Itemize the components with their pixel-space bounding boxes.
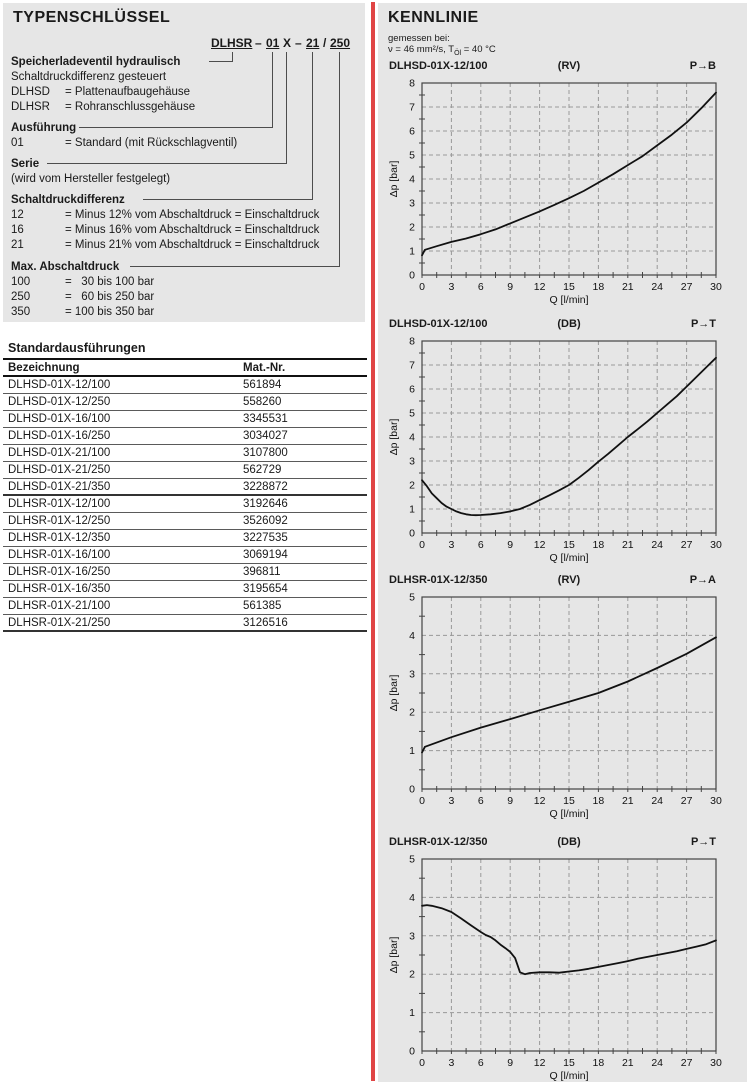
table-row xyxy=(3,411,367,428)
type-code-part: 250 xyxy=(330,36,351,50)
type-key-section xyxy=(11,55,357,115)
svg-text:3: 3 xyxy=(409,455,415,468)
measured-at-suffix: = 40 °C xyxy=(461,44,496,55)
type-code-part: – xyxy=(255,36,262,50)
item-definition: Schaltdruckdifferenz gesteuert xyxy=(11,71,167,83)
table-row xyxy=(3,445,367,462)
item-term: DLHSR xyxy=(11,101,50,113)
cell-designation: DLHSD-01X-21/250 xyxy=(8,464,111,476)
cell-designation: DLHSR-01X-12/100 xyxy=(8,498,111,510)
svg-text:27: 27 xyxy=(680,795,693,807)
chart-header xyxy=(378,318,747,332)
cell-material-number: 3526092 xyxy=(243,515,288,527)
svg-text:6: 6 xyxy=(477,1057,484,1069)
svg-text:15: 15 xyxy=(563,539,575,551)
svg-text:4: 4 xyxy=(409,173,415,186)
cell-designation: DLHSR-01X-21/250 xyxy=(8,616,111,629)
line-chart xyxy=(378,78,747,315)
svg-text:2: 2 xyxy=(409,479,415,492)
table-body xyxy=(3,377,367,632)
svg-text:18: 18 xyxy=(592,795,605,807)
table-row xyxy=(3,581,367,598)
item-definition: = Rohranschlussgehäuse xyxy=(65,101,196,113)
svg-text:2: 2 xyxy=(409,221,415,234)
section-heading: Speicherladeventil hydraulisch xyxy=(11,56,181,68)
cell-designation: DLHSR-01X-16/250 xyxy=(8,566,111,578)
svg-text:1: 1 xyxy=(409,245,415,258)
item-term: 16 xyxy=(11,224,24,236)
table-row xyxy=(3,564,367,581)
svg-text:5: 5 xyxy=(409,149,415,162)
svg-text:0: 0 xyxy=(419,281,425,293)
cell-material-number: 396811 xyxy=(243,566,281,578)
item-definition: = Standard (mit Rückschlagventil) xyxy=(65,137,238,149)
chart-title: DLHSD-01X-12/100 xyxy=(389,60,488,72)
chart-flow-direction: P→A xyxy=(689,574,716,586)
svg-text:30: 30 xyxy=(710,795,722,807)
svg-text:3: 3 xyxy=(409,668,415,681)
svg-text:30: 30 xyxy=(710,539,722,551)
table-row xyxy=(3,598,367,615)
item-term: 21 xyxy=(11,239,24,251)
svg-text:Δp [bar]: Δp [bar] xyxy=(388,936,400,974)
svg-text:0: 0 xyxy=(419,795,425,807)
svg-text:24: 24 xyxy=(651,795,664,807)
line-chart xyxy=(378,592,747,829)
chart-variant: (DB) xyxy=(557,836,581,848)
svg-text:6: 6 xyxy=(477,281,484,293)
svg-text:0: 0 xyxy=(419,539,425,551)
svg-text:3: 3 xyxy=(448,281,455,293)
svg-text:2: 2 xyxy=(409,706,415,719)
line-chart xyxy=(378,854,747,1085)
item-definition: = Minus 16% vom Abschaltdruck = Einschaltdruck xyxy=(65,224,320,236)
item-term: 100 xyxy=(11,276,31,288)
svg-text:9: 9 xyxy=(507,1057,514,1069)
svg-text:0: 0 xyxy=(419,1057,425,1069)
svg-text:0: 0 xyxy=(409,527,415,540)
chart-variant: (RV) xyxy=(557,574,581,586)
svg-text:27: 27 xyxy=(680,281,693,293)
type-code-part: – xyxy=(295,36,302,50)
item-definition: = Minus 12% vom Abschaltdruck = Einschaltdruck xyxy=(65,209,320,221)
type-key-panel xyxy=(3,3,365,322)
cell-material-number: 558260 xyxy=(243,396,282,408)
svg-text:5: 5 xyxy=(409,592,415,604)
type-code-part: X xyxy=(283,36,292,50)
svg-text:30: 30 xyxy=(710,281,722,293)
cell-designation: DLHSD-01X-12/100 xyxy=(8,379,111,391)
cell-material-number: 3107800 xyxy=(243,447,288,459)
svg-text:8: 8 xyxy=(409,336,415,348)
table-header-row xyxy=(3,360,367,377)
svg-text:21: 21 xyxy=(621,1057,634,1069)
chart-title: DLHSD-01X-12/100 xyxy=(389,318,488,330)
svg-text:12: 12 xyxy=(533,539,546,551)
type-code-part: 01 xyxy=(266,36,280,50)
cell-material-number: 561894 xyxy=(243,379,282,391)
svg-text:21: 21 xyxy=(621,539,634,551)
measured-at-subscript: Öl xyxy=(454,49,462,57)
chart-variant: (DB) xyxy=(557,318,581,330)
svg-text:15: 15 xyxy=(563,1057,575,1069)
line-chart xyxy=(378,336,747,573)
type-key-section xyxy=(11,193,357,253)
svg-text:9: 9 xyxy=(507,539,514,551)
cell-material-number: 3227535 xyxy=(243,532,288,544)
svg-text:5: 5 xyxy=(409,407,415,420)
svg-text:1: 1 xyxy=(409,1007,415,1020)
chart-flow-direction: P→B xyxy=(689,60,716,72)
measured-at-line1: gemessen bei: xyxy=(388,33,450,44)
section-item xyxy=(11,85,357,100)
svg-text:6: 6 xyxy=(409,383,415,396)
table-row xyxy=(3,462,367,479)
svg-text:21: 21 xyxy=(621,795,634,807)
table-row xyxy=(3,496,367,513)
svg-text:15: 15 xyxy=(563,281,575,293)
svg-text:27: 27 xyxy=(680,1057,693,1069)
svg-text:0: 0 xyxy=(409,1045,415,1058)
cell-designation: DLHSD-01X-21/100 xyxy=(8,447,111,459)
section-heading: Serie xyxy=(11,158,40,170)
cell-material-number: 562729 xyxy=(243,464,282,476)
svg-text:Δp [bar]: Δp [bar] xyxy=(388,418,400,456)
svg-text:Δp [bar]: Δp [bar] xyxy=(388,674,400,712)
table-row xyxy=(3,530,367,547)
table-row xyxy=(3,428,367,445)
svg-text:Q [l/min]: Q [l/min] xyxy=(549,1070,589,1082)
section-item xyxy=(11,208,357,223)
characteristic-curves-panel xyxy=(378,3,747,1082)
type-code xyxy=(3,36,365,52)
svg-text:4: 4 xyxy=(409,431,415,444)
table-row xyxy=(3,513,367,530)
item-term: 12 xyxy=(11,209,24,221)
type-code-part: DLHSR xyxy=(211,36,253,50)
table-row xyxy=(3,615,367,632)
svg-text:0: 0 xyxy=(409,269,415,282)
item-term: 01 xyxy=(11,137,24,149)
svg-text:30: 30 xyxy=(710,1057,722,1069)
svg-text:1: 1 xyxy=(409,745,415,758)
section-item xyxy=(11,275,357,290)
svg-text:6: 6 xyxy=(477,795,484,807)
item-definition: = Minus 21% vom Abschaltdruck = Einschaltdruck xyxy=(65,239,320,251)
measured-at-prefix: ν = 46 mm²/s, T xyxy=(388,44,455,55)
cell-material-number: 3192646 xyxy=(243,498,288,510)
item-definition: = 60 bis 250 bar xyxy=(65,291,155,303)
cell-material-number: 561385 xyxy=(243,600,282,612)
type-code-part: / xyxy=(323,36,327,50)
cell-designation: DLHSD-01X-12/250 xyxy=(8,396,111,408)
svg-text:9: 9 xyxy=(507,281,514,293)
section-item xyxy=(11,223,357,238)
svg-text:9: 9 xyxy=(507,795,514,807)
cell-designation: DLHSD-01X-16/100 xyxy=(8,413,111,425)
section-item xyxy=(11,305,357,320)
cell-material-number: 3195654 xyxy=(243,583,288,595)
type-key-section xyxy=(11,157,357,187)
table-row xyxy=(3,377,367,394)
svg-text:18: 18 xyxy=(592,1057,605,1069)
section-item xyxy=(11,136,357,151)
cell-designation: DLHSR-01X-12/250 xyxy=(8,515,111,527)
svg-text:0: 0 xyxy=(409,783,415,796)
cell-designation: DLHSD-01X-16/250 xyxy=(8,430,111,442)
item-definition: = 100 bis 350 bar xyxy=(65,306,155,318)
chart-block-4 xyxy=(378,836,747,1085)
section-heading: Max. Abschaltdruck xyxy=(11,261,120,273)
item-definition: (wird vom Hersteller festgelegt) xyxy=(11,173,171,185)
svg-text:6: 6 xyxy=(409,125,415,138)
svg-text:12: 12 xyxy=(533,1057,546,1069)
item-term: 250 xyxy=(11,291,31,303)
svg-text:Q [l/min]: Q [l/min] xyxy=(549,294,589,306)
svg-text:4: 4 xyxy=(409,891,415,904)
svg-text:24: 24 xyxy=(651,1057,664,1069)
chart-flow-direction: P→T xyxy=(690,836,716,848)
table-title: Standardausführungen xyxy=(3,341,367,360)
section-item xyxy=(11,238,357,253)
svg-text:24: 24 xyxy=(651,539,664,551)
cell-designation: DLHSR-01X-12/350 xyxy=(8,532,111,544)
item-term: 350 xyxy=(11,306,31,318)
section-heading: Ausführung xyxy=(11,122,77,134)
chart-header xyxy=(378,60,747,74)
cell-designation: DLHSR-01X-16/100 xyxy=(8,549,111,561)
column-header: Bezeichnung xyxy=(8,361,80,374)
svg-text:12: 12 xyxy=(533,281,546,293)
svg-text:15: 15 xyxy=(563,795,575,807)
item-term: DLHSD xyxy=(11,86,50,98)
svg-text:8: 8 xyxy=(409,78,415,90)
red-divider-line xyxy=(371,2,375,1081)
section-item xyxy=(11,70,357,85)
cell-material-number: 3034027 xyxy=(243,430,288,442)
cell-material-number: 3126516 xyxy=(243,616,288,629)
type-key-section xyxy=(11,121,357,151)
chart-flow-direction: P→T xyxy=(690,318,716,330)
type-code-part: 21 xyxy=(306,36,320,50)
svg-text:21: 21 xyxy=(621,281,634,293)
section-heading: Schaltdruckdifferenz xyxy=(11,194,125,206)
svg-text:3: 3 xyxy=(448,539,455,551)
cell-designation: DLHSR-01X-21/100 xyxy=(8,600,111,612)
svg-text:2: 2 xyxy=(409,968,415,981)
chart-header xyxy=(378,574,747,588)
chart-title: DLHSR-01X-12/350 xyxy=(389,836,488,848)
cell-material-number: 3228872 xyxy=(243,480,288,493)
svg-text:1: 1 xyxy=(409,503,415,516)
section-item xyxy=(11,100,357,115)
svg-text:Q [l/min]: Q [l/min] xyxy=(549,552,589,564)
svg-text:6: 6 xyxy=(477,539,484,551)
svg-text:3: 3 xyxy=(409,197,415,210)
column-header: Mat.-Nr. xyxy=(243,361,286,374)
svg-text:Δp [bar]: Δp [bar] xyxy=(388,160,400,198)
svg-text:24: 24 xyxy=(651,281,664,293)
svg-text:3: 3 xyxy=(448,1057,455,1069)
svg-text:12: 12 xyxy=(533,795,546,807)
chart-title: DLHSR-01X-12/350 xyxy=(389,574,488,586)
item-definition: = Plattenaufbaugehäuse xyxy=(65,86,191,98)
table-row xyxy=(3,394,367,411)
chart-header xyxy=(378,836,747,850)
measured-at-line2 xyxy=(388,44,496,59)
cell-material-number: 3069194 xyxy=(243,549,288,561)
svg-text:27: 27 xyxy=(680,539,693,551)
svg-text:5: 5 xyxy=(409,854,415,866)
svg-text:3: 3 xyxy=(409,930,415,943)
cell-designation: DLHSD-01X-21/350 xyxy=(8,480,111,493)
svg-text:3: 3 xyxy=(448,795,455,807)
cell-material-number: 3345531 xyxy=(243,413,288,425)
section-item xyxy=(11,172,357,187)
table-row xyxy=(3,479,367,496)
table-row xyxy=(3,547,367,564)
standard-versions-table xyxy=(3,341,367,632)
chart-variant: (RV) xyxy=(557,60,581,72)
chart-block-3 xyxy=(378,574,747,829)
item-definition: = 30 bis 100 bar xyxy=(65,276,155,288)
svg-text:7: 7 xyxy=(409,101,415,114)
cell-designation: DLHSR-01X-16/350 xyxy=(8,583,111,595)
svg-text:18: 18 xyxy=(592,539,605,551)
svg-text:4: 4 xyxy=(409,629,415,642)
type-key-section xyxy=(11,260,357,320)
svg-text:18: 18 xyxy=(592,281,605,293)
section-item xyxy=(11,290,357,305)
chart-block-2 xyxy=(378,318,747,573)
curves-title: KENNLINIE xyxy=(388,9,479,26)
svg-text:7: 7 xyxy=(409,359,415,372)
svg-text:Q [l/min]: Q [l/min] xyxy=(549,808,589,820)
type-key-title: TYPENSCHLÜSSEL xyxy=(13,9,171,26)
chart-block-1 xyxy=(378,60,747,315)
